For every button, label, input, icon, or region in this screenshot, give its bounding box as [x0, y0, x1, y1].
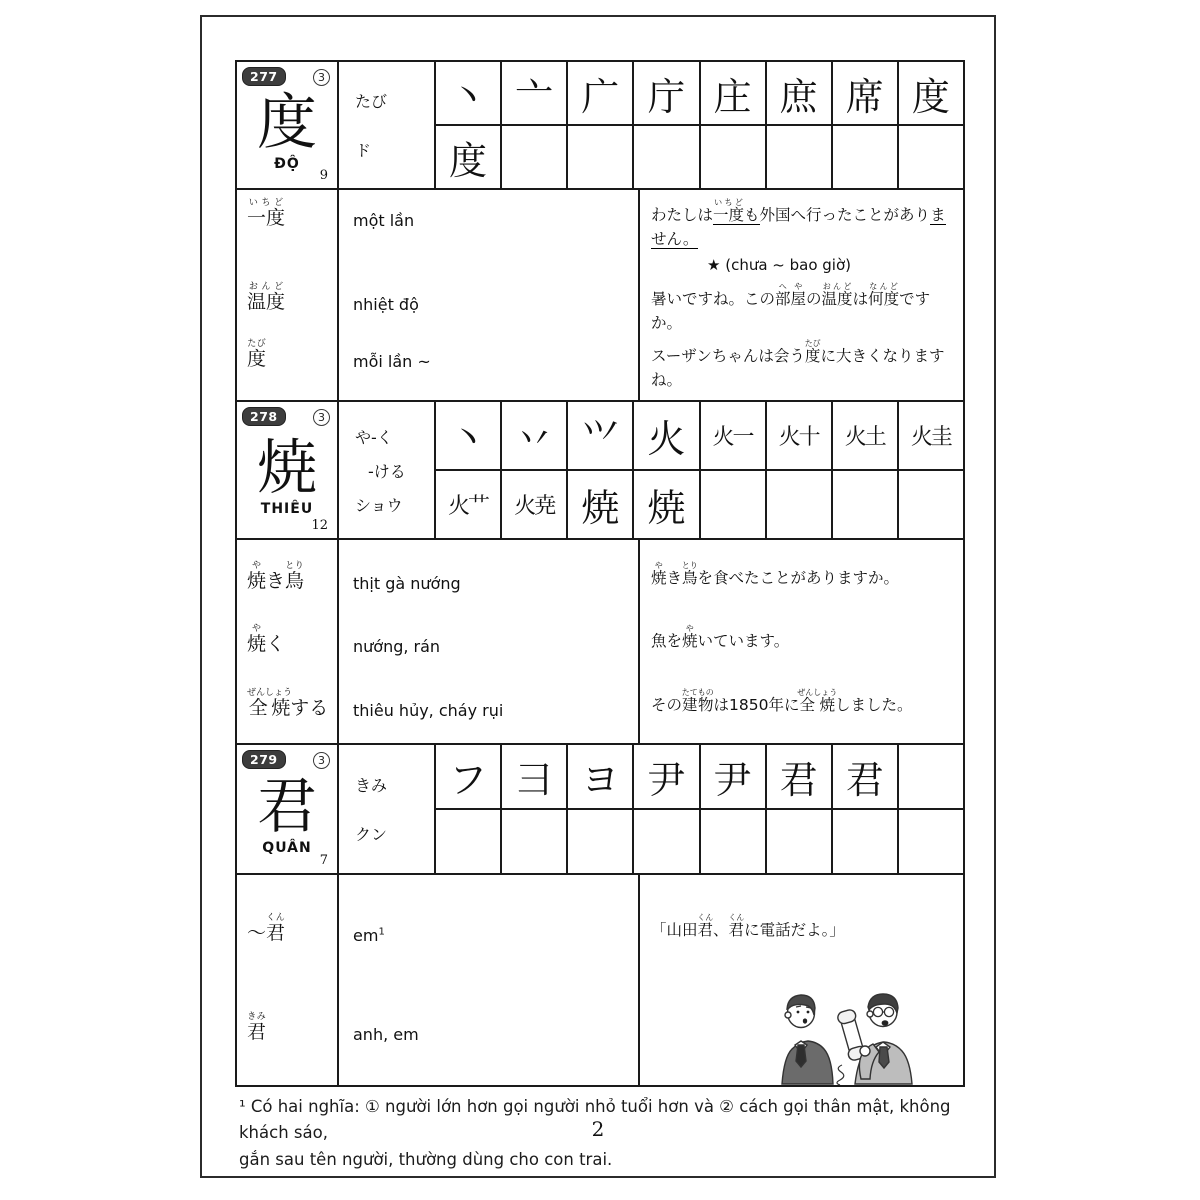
vocab-meaning: nhiệt độ — [353, 294, 419, 314]
stroke-step-cell: 尹 — [632, 745, 698, 808]
stroke-step-cell: 火圭 — [897, 402, 963, 469]
stroke-step-cell: 丷 — [500, 402, 566, 469]
stroke-step-cell: ⺍ — [566, 402, 632, 469]
kanji-reading: たび — [355, 92, 388, 111]
stroke-step-cell: 亠 — [500, 62, 566, 124]
entry-header — [237, 402, 963, 540]
stroke-step-cell: 庶 — [765, 62, 831, 124]
kanji-reading: クン — [355, 825, 388, 844]
stroke-order-row — [436, 745, 963, 810]
stroke-order-row — [436, 810, 963, 873]
practice-cell-empty — [632, 810, 698, 873]
stroke-order-row — [436, 402, 963, 471]
stroke-step-cell: ヨ — [566, 745, 632, 808]
column-divider — [337, 540, 339, 743]
stroke-order-grid — [436, 745, 963, 873]
stroke-count: 7 — [319, 853, 328, 868]
furigana-term: 建物たてもの — [681, 687, 714, 714]
practice-cell-empty — [831, 810, 897, 873]
vocab-word: 焼やき鳥とり — [247, 560, 305, 592]
vocab-word — [237, 198, 337, 233]
column-divider — [638, 190, 640, 400]
vocab-meaning: nướng, rán — [353, 637, 441, 657]
stroke-step-cell: 广 — [566, 62, 632, 124]
practice-cell-empty — [500, 810, 566, 873]
furigana-term: 焼や — [247, 560, 267, 592]
furigana-term: 君くん — [697, 913, 714, 940]
kanji-character: 度 — [257, 88, 317, 158]
kanji-viet-name: QUÂN — [262, 840, 312, 856]
vocab-row — [237, 282, 963, 335]
furigana-term: 君きみ — [247, 1012, 267, 1044]
stroke-step-cell: 火尭 — [500, 471, 566, 538]
practice-cell-empty — [500, 126, 566, 188]
practice-cell-empty — [897, 471, 963, 538]
practice-cell-empty — [699, 810, 765, 873]
stroke-order-row — [436, 62, 963, 126]
furigana-term: 焼や — [682, 624, 698, 651]
furigana-term: 何度なんど — [868, 281, 900, 308]
furigana-term: 焼や — [651, 560, 667, 587]
man-right — [855, 994, 912, 1084]
practice-cell-empty — [897, 126, 963, 188]
stroke-step-cell: 庄 — [699, 62, 765, 124]
readings-cell — [339, 745, 436, 873]
practice-cell-empty — [699, 471, 765, 538]
vocab-meaning: mỗi lần ~ — [353, 351, 431, 371]
furigana-term: 一度いちど — [713, 198, 745, 225]
entry-number-badge: 277 — [242, 67, 286, 86]
kanji-reading: や-く — [355, 427, 393, 447]
underlined-text: ません。 — [651, 206, 946, 249]
underlined-text: も — [744, 206, 760, 225]
kanji-reading: きみ — [355, 776, 388, 795]
footnote-line-2: gắn sau tên người, thường dùng cho con trai. — [239, 1149, 613, 1169]
stroke-order-grid — [436, 62, 963, 188]
furigana-term: 鳥とり — [285, 560, 305, 592]
vocab-row — [237, 198, 963, 277]
practice-cell-empty — [765, 471, 831, 538]
vocab-section — [237, 190, 963, 400]
kanji-cell — [237, 402, 339, 538]
kanji-character: 焼 — [257, 433, 317, 503]
level-circle-badge: 3 — [313, 752, 330, 769]
level-circle-badge: 3 — [313, 409, 330, 426]
vocab-row — [237, 339, 963, 392]
practice-cell-empty — [566, 126, 632, 188]
usage-note: ★ (chưa ~ bao giờ) — [707, 256, 852, 275]
vocab-word: 全焼ぜんしょうする — [247, 687, 329, 719]
underlined-text — [713, 198, 745, 225]
example-sentence: その建物たてものは1850年に全焼ぜんしょうしました。 — [651, 687, 913, 714]
stroke-step-cell: 席 — [831, 62, 897, 124]
furigana-term: 度たび — [804, 338, 821, 365]
kanji-entry — [237, 62, 963, 400]
furigana-term: 君くん — [728, 913, 745, 940]
kanji-cell — [237, 62, 339, 188]
practice-cell-empty — [897, 745, 963, 808]
kanji-table — [235, 60, 965, 1087]
column-divider — [337, 875, 339, 1085]
stroke-step-cell: 丶 — [449, 74, 488, 119]
vocab-word — [237, 1012, 337, 1047]
column-divider — [638, 540, 640, 743]
kanji-viet-name: THIÊU — [260, 501, 314, 517]
practice-cell-empty — [699, 126, 765, 188]
readings-cell — [339, 62, 436, 188]
stroke-step-cell: 度 — [449, 138, 488, 183]
vocab-word: 焼やく — [247, 624, 286, 656]
stroke-step-cell: 庁 — [632, 62, 698, 124]
stroke-count: 12 — [311, 518, 328, 533]
vocab-word: ～君くん — [247, 913, 286, 945]
furigana-term: 焼や — [247, 624, 267, 656]
column-divider — [337, 190, 339, 400]
entry-number-badge: 278 — [242, 407, 286, 426]
practice-cell-empty — [765, 126, 831, 188]
kanji-cell — [237, 745, 339, 873]
stroke-order-row — [436, 126, 963, 188]
stroke-step-cell: 君 — [831, 745, 897, 808]
example-sentence: 焼やき鳥とりを食べたことがありますか。 — [651, 560, 900, 587]
stroke-step-cell: フ — [449, 758, 488, 802]
kanji-reading: -ける — [368, 461, 406, 481]
furigana-term: 温度おんど — [821, 281, 853, 308]
practice-cell-empty — [897, 810, 963, 873]
footnote-marker: 1 — [378, 926, 385, 938]
furigana-term: 部屋へや — [775, 281, 807, 308]
practice-cell-empty — [831, 471, 897, 538]
furigana-term: 度たび — [247, 338, 267, 370]
readings-cell — [339, 402, 436, 538]
vocab-meaning: $em^1$ — [353, 926, 385, 946]
vocab-word — [237, 282, 337, 317]
stroke-step-cell: 焼 — [632, 471, 698, 538]
stroke-step-cell: 火 — [632, 402, 698, 469]
entry-header — [237, 62, 963, 190]
furigana-term: 一度いちど — [247, 198, 286, 230]
practice-cell-empty — [831, 126, 897, 188]
level-circle-badge: 3 — [313, 69, 330, 86]
vocab-items — [237, 540, 963, 743]
kanji-reading: ショウ — [355, 495, 403, 515]
practice-cell-empty — [632, 126, 698, 188]
stroke-step-cell: 火一 — [699, 402, 765, 469]
furigana-term: 君くん — [266, 913, 286, 945]
practice-cell-empty — [566, 810, 632, 873]
example-sentence: スーザンちゃんは会う度たびに大きくなりますね。 — [651, 338, 945, 389]
kanji-reading: ド — [355, 141, 372, 160]
practice-cell-empty — [765, 810, 831, 873]
vocab-row — [237, 688, 963, 723]
page-number: 2 — [591, 1117, 605, 1141]
stroke-order-row — [436, 471, 963, 538]
vocab-items — [237, 190, 963, 400]
footnote-line-1: ¹ Có hai nghĩa: ① người lớn hơn gọi người nhỏ tuổi hơn và ② cách gọi thân mật, không khách sáo, — [239, 1097, 951, 1143]
kanji-character: 君 — [257, 772, 317, 842]
kanji-entry — [237, 400, 963, 743]
vocab-row — [237, 913, 963, 948]
furigana-term: 全焼ぜんしょう — [247, 687, 293, 719]
example-sentence: わたしは一度いちども外国へ行ったことがありません。 ★ (chưa ~ bao giờ) — [639, 198, 963, 277]
stroke-step-cell: 度 — [897, 62, 963, 124]
stroke-step-cell: 君 — [765, 745, 831, 808]
stroke-order-grid — [436, 402, 963, 538]
column-divider — [638, 875, 640, 1085]
furigana-term: 温度おんど — [247, 281, 286, 313]
vocab-row — [237, 624, 963, 659]
vocab-word — [237, 339, 337, 374]
stroke-step-cell: ⺕ — [500, 745, 566, 808]
entry-number-badge: 279 — [242, 750, 286, 769]
furigana-term: 全焼ぜんしょう — [797, 687, 838, 714]
illustration-two-men-phone — [752, 983, 932, 1085]
stroke-step-cell: 焼 — [566, 471, 632, 538]
vocab-meaning: thịt gà nướng — [353, 573, 461, 593]
stroke-count: 9 — [319, 168, 328, 183]
stroke-step-cell: 火艹 — [448, 494, 489, 519]
entry-header — [237, 745, 963, 875]
man-left — [782, 995, 833, 1084]
stroke-step-cell: 火十 — [765, 402, 831, 469]
vocab-section — [237, 540, 963, 743]
example-sentence: 「山田君くん、君くんに電話だよ。」 — [651, 913, 845, 940]
vocab-meaning: một lần — [353, 211, 415, 231]
stroke-step-cell: 丶 — [449, 417, 488, 461]
vocab-meaning: thiêu hủy, cháy rụi — [353, 700, 504, 720]
stroke-step-cell: 火土 — [831, 402, 897, 469]
kanji-viet-name: ĐỘ — [274, 156, 300, 172]
stroke-step-cell: 尹 — [699, 745, 765, 808]
example-sentence: 暑いですね。この部屋へやの温度おんどは何度なんどですか。 — [651, 281, 931, 332]
example-sentence: 魚を焼やいています。 — [651, 624, 790, 651]
vocab-row — [237, 561, 963, 596]
practice-cell-empty — [436, 810, 500, 873]
vocab-meaning: anh, em — [353, 1025, 419, 1045]
furigana-term: 鳥とり — [681, 560, 698, 587]
